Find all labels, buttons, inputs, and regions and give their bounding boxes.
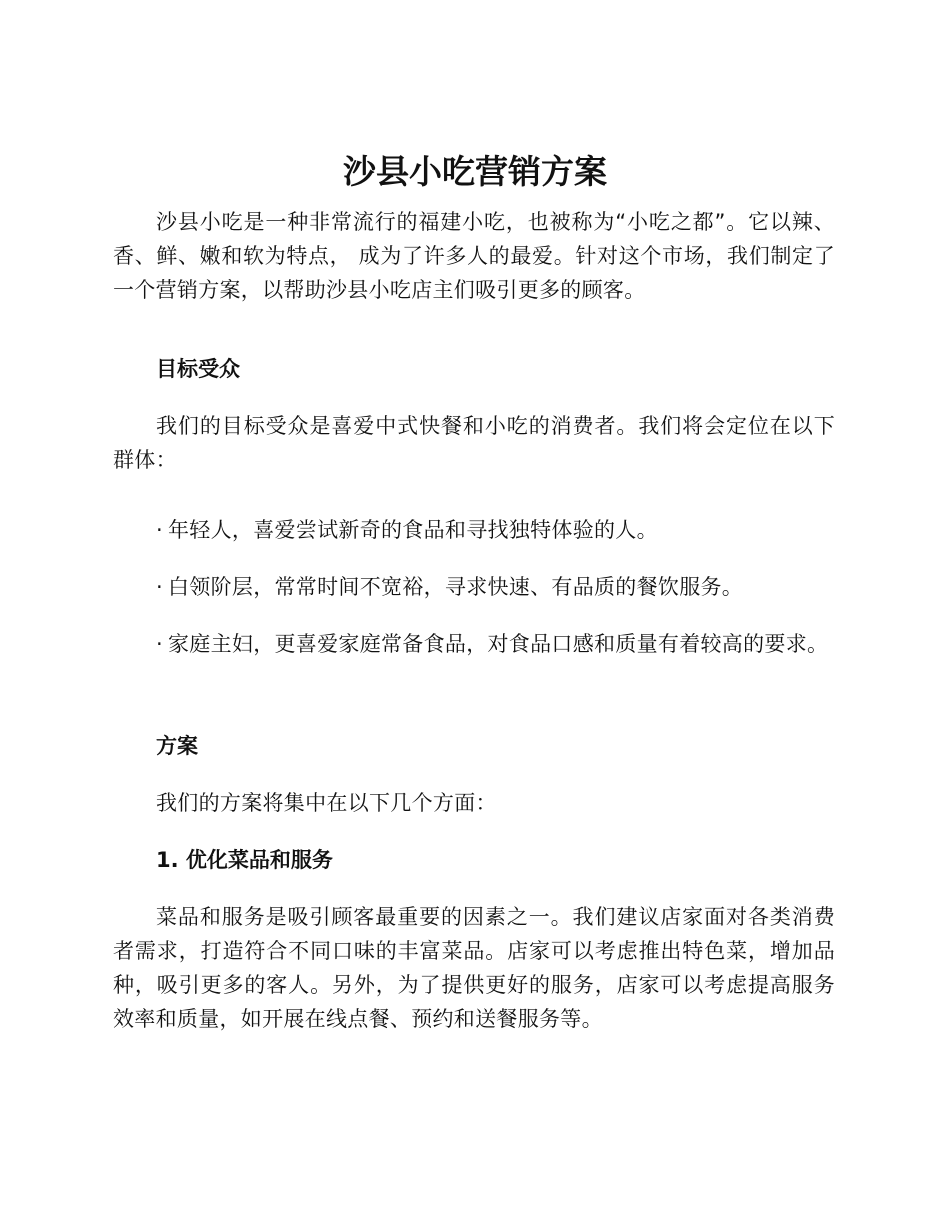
section-heading-plan: 方案 bbox=[156, 734, 198, 758]
bullet-text: 家庭主妇，更喜爱家庭常备食品，对食品口感和质量有着较高的要求。 bbox=[168, 632, 829, 656]
bullet-item-young-people bbox=[113, 513, 835, 547]
bullet-dot-icon: · bbox=[156, 518, 163, 542]
bullet-dot-icon: · bbox=[156, 575, 163, 599]
section-heading-target-audience: 目标受众 bbox=[156, 357, 240, 381]
bullet-dot-icon: · bbox=[156, 632, 163, 656]
bullet-text: 年轻人，喜爱尝试新奇的食品和寻找独特体验的人。 bbox=[168, 518, 658, 542]
target-audience-paragraph: 我们的目标受众是喜爱中式快餐和小吃的消费者。我们将会定位在以下群体： bbox=[113, 414, 835, 472]
optimize-dishes-paragraph: 菜品和服务是吸引顾客最重要的因素之一。我们建议店家面对各类消费者需求，打造符合不同口味的丰富菜品。店家可以考虑推出特色菜，增加品种，吸引更多的客人。另外，为了提供更好的服务，店家可以考虑提高服务效率和质量，如开展在线点餐、预约和送餐服务等。 bbox=[113, 905, 835, 1031]
section-heading-optimize-dishes: 1. 优化菜品和服务 bbox=[156, 848, 333, 872]
document-title: 沙县小吃营销方案 bbox=[343, 152, 607, 191]
intro-paragraph: 沙县小吃是一种非常流行的福建小吃，也被称为“小吃之都”。它以辣、香、鲜、嫩和软为特点， 成为了许多人的最爱。针对这个市场，我们制定了一个营销方案，以帮助沙县小吃店主们吸引更多的顾客。 bbox=[113, 210, 835, 302]
bullet-item-white-collar bbox=[113, 570, 835, 604]
bullet-item-housewives bbox=[113, 627, 835, 661]
bullet-text: 白领阶层，常常时间不宽裕，寻求快速、有品质的餐饮服务。 bbox=[168, 575, 744, 599]
plan-paragraph: 我们的方案将集中在以下几个方面： bbox=[156, 791, 497, 815]
